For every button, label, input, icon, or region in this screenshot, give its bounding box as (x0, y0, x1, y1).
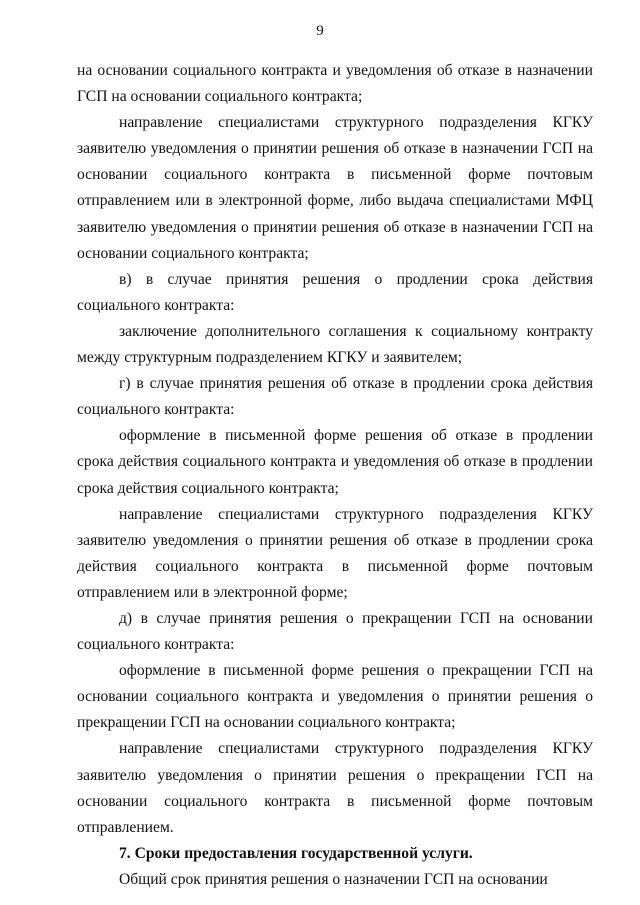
paragraph: направление специалистами структурного подразделения КГКУ заявителю уведомления о принятии решения о прекращении ГСП на основании социального контракта в письменной форме почтовым отправлением. (77, 740, 593, 836)
paragraph: направление специалистами структурного подразделения КГКУ заявителю уведомления о принятии решения об отказе в назначении ГСП на основании социального контракта в письменной форме почтовым отправлением или в электронной форме, либо выдача специалистами МФЦ заявителю уведомления о принятии решения об отказе в назначении ГСП на основании социального контракта; (77, 114, 593, 262)
paragraph: оформление в письменной форме решения о прекращении ГСП на основании социального контракта и уведомления о принятии решения о прекращении ГСП на основании социального контракта; (77, 662, 593, 732)
paragraph: г) в случае принятия решения об отказе в продлении срока действия социального контракта: (77, 375, 593, 419)
paragraph: направление специалистами структурного подразделения КГКУ заявителю уведомления о принятии решения об отказе в продлении срока действия социального контракта в письменной форме почтовым отправлением или в электронной форме; (77, 505, 593, 601)
paragraph: в) в случае принятия решения о продлении срока действия социального контракта: (77, 270, 593, 314)
paragraph: заключение дополнительного соглашения к социальному контракту между структурным подразделением КГКУ и заявителем; (77, 322, 593, 367)
section-heading: 7. Сроки предоставления государственной услуги. (119, 844, 473, 862)
page-number: 9 (316, 23, 324, 39)
paragraph: Общий срок принятия решения о назначении ГСП на основании (119, 870, 548, 888)
paragraph: оформление в письменной форме решения об отказе в продлении срока действия социального контракта и уведомления об отказе в продлении срока действия социального контракта; (77, 427, 593, 497)
document-body (77, 58, 593, 893)
paragraph: д) в случае принятия решения о прекращении ГСП на основании социального контракта: (77, 609, 593, 654)
paragraph: на основании социального контракта и уведомления об отказе в назначении ГСП на основании социального контракта; (77, 62, 593, 106)
